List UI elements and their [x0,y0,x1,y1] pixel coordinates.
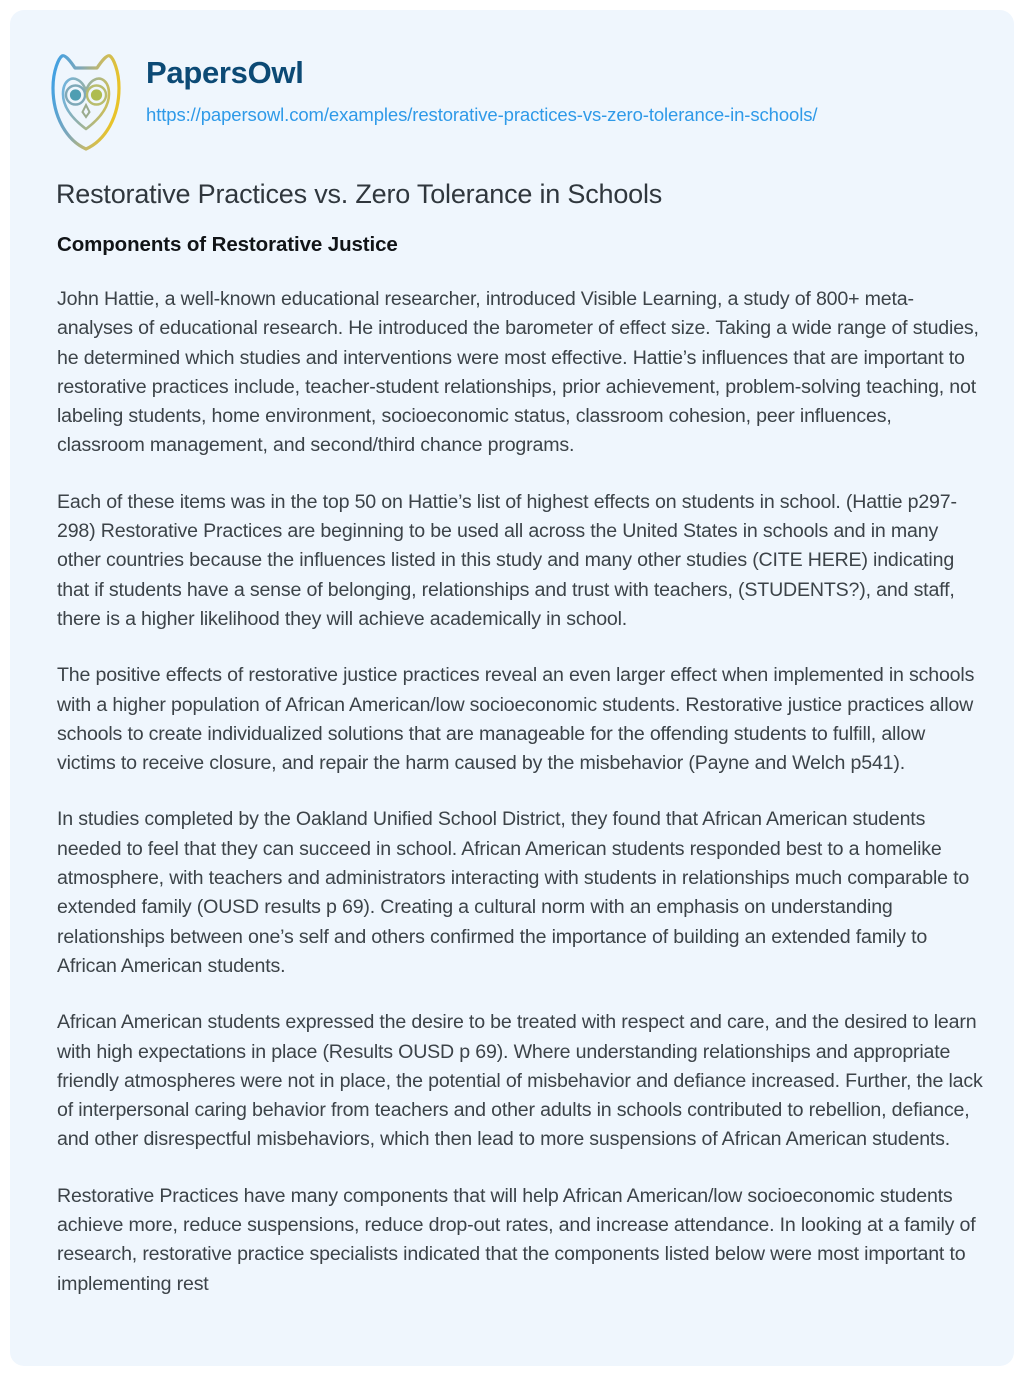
paragraph: John Hattie, a well-known educational researcher, introduced Visible Learning, a study of 800+ meta-analyses of educational research. He introduced the barometer of effect size. Taking a wide range of studies, he determined which studies and interventions were most effective. Hattie’s influences that are important to restorative practices include, teacher-student relationships, prior achievement, problem-solving teaching, not labeling students, home environment, socioeconomic status, classroom cohesion, peer influences, classroom management, and second/third chance programs. [57,288,979,457]
site-header [48,48,817,154]
section-heading: Components of Restorative Justice [57,233,398,256]
document-page-card [10,10,1014,1366]
paragraph: Each of these items was in the top 50 on Hattie’s list of highest effects on students in school. (Hattie p297-298) Restorative Practices are beginning to be used all across the United States in schools and in many other countries because the influences listed in this study and many other studies (CITE HERE) indicating that if students have a sense of belonging, relationships and trust with teachers, (STUDENTS?), and staff, there is a higher likelihood they will achieve academically in school. [57,490,957,630]
paragraph: African American students expressed the desire to be treated with respect and care, and the desired to learn with high expectations in place (Results OUSD p 69). Where understanding relationships and appropriate friendly atmospheres were not in place, the potential of misbehavior and defiance increased. Further, the lack of interpersonal caring behavior from teachers and other adults in schools contributed to rebellion, defiance, and other disrespectful misbehaviors, which then lead to more suspensions of African American students. [57,1011,983,1151]
paragraph: The positive effects of restorative justice practices reveal an even larger effect when implemented in schools with a higher population of African American/low socioeconomic students. Restorative justice practices allow schools to create individualized solutions that are manageable for the offending students to fulfill, allow victims to receive closure, and repair the harm caused by the misbehavior (Payne and Welch p541). [57,664,975,775]
source-url-link[interactable]: https://papersowl.com/examples/restorative-practices-vs-zero-tolerance-in-schools/ [146,104,818,126]
paragraph: In studies completed by the Oakland Unified School District, they found that African American students needed to feel that they can succeed in school. African American students responded best to a homelike atmosphere, with teachers and administrators interacting with students in relationships much comparable to extended family (OUSD results p 69). Creating a cultural norm with an emphasis on understanding relationships between one’s self and others confirmed the importance of building an extended family to African American students. [57,808,970,977]
page-title: Restorative Practices vs. Zero Tolerance in Schools [56,179,663,209]
brand-name: PapersOwl [146,55,304,90]
brand-block [146,48,817,126]
article-body [57,285,984,1299]
paragraph: Restorative Practices have many components that will help African American/low socioeconomic students achieve more, reduce suspensions, reduce drop-out rates, and increase attendance. In looking at a family of research, restorative practice specialists indicated that the components listed below were most important to implementing rest [57,1184,976,1295]
owl-logo-icon [48,50,124,154]
